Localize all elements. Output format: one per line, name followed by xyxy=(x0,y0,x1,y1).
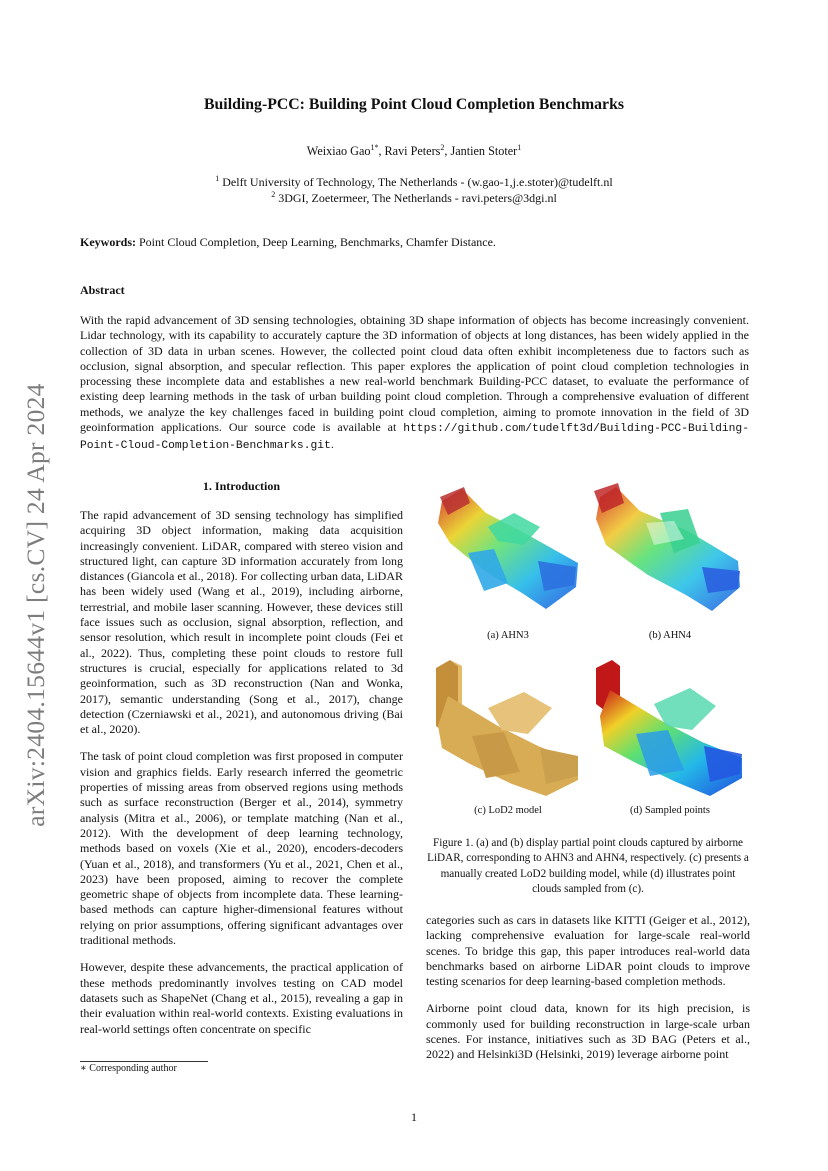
author-mark: * xyxy=(374,143,379,152)
keywords-label: Keywords: xyxy=(80,235,136,249)
right-column xyxy=(426,913,750,1075)
subcaption-b: (b) AHN4 xyxy=(648,630,692,641)
author-name: Jantien Stoter xyxy=(450,144,518,158)
author-name: Weixiao Gao xyxy=(306,144,371,158)
abstract-end: . xyxy=(330,437,334,452)
footnote: ∗ Corresponding author xyxy=(80,1063,177,1074)
figure-ahn3-point-cloud xyxy=(428,483,588,623)
left-column xyxy=(80,508,403,1049)
keywords-text: Point Cloud Completion, Deep Learning, Benchmarks, Chamfer Distance. xyxy=(139,235,496,249)
page-number: 1 xyxy=(411,1110,417,1124)
arxiv-id: arXiv:2404.15644v1 [cs.CV] 24 Apr 2024 xyxy=(21,383,50,827)
paragraph: categories such as cars in datasets like KITTI (Geiger et al., 2012), lacking comprehensive evaluation for large-scale real-world scenes. To bridge this gap, this paper introduces real-world data benchmarks based on airborne LiDAR point clouds to improve testing scenarios for deep learning-based completion methods. xyxy=(426,913,750,989)
affiliation-text: Delft University of Technology, The Netherlands - (w.gao-1,j.e.stoter)@tudelft.nl xyxy=(222,175,613,189)
affiliation xyxy=(0,175,828,190)
author-affil-sup: 1 xyxy=(370,143,375,152)
author-list: Weixiao Gao$^{1*}$, Ravi Peters$^2$, Jantien Stoter$^1$ xyxy=(306,143,522,158)
paragraph: However, despite these advancements, the practical application of these methods predominantly involves testing on CAD model datasets such as ShapeNet (Chang et al., 2015), revealing a gap in their evaluation within real-world contexts. Existing evaluations in real-world settings often concentrate on specific xyxy=(80,960,403,1036)
figure-ahn4-point-cloud xyxy=(590,483,750,623)
subcaption-c: (c) LoD2 model xyxy=(474,805,542,816)
figure-sampled-points xyxy=(590,656,750,798)
figure-caption: Figure 1. (a) and (b) display partial point clouds captured by airborne LiDAR, corresponding to AHN3 and AHN4, respectively. (c) presents a manually created LoD2 building model, while (d) illustrates point clouds sampled from (c). xyxy=(427,837,749,895)
subcaption-d: (d) Sampled points xyxy=(630,805,710,816)
author-name: Ravi Peters xyxy=(384,144,441,158)
affiliation-sup: 2 xyxy=(271,190,276,199)
paragraph: The task of point cloud completion was first proposed in computer vision and graphics fields. Early research inferred the geometric properties of missing areas from observed regions using methods such as surface reconstruction (Berger et al., 2014), symmetry analysis (Mitra et al., 2006), or template matching (Nan et al., 2012). With the development of deep learning technology, methods based on voxels (Xie et al., 2020), encoders-decoders (Yuan et al., 2018), and transformers (Yu et al., 2021, Chen et al., 2023) have been proposed, aiming to recover the complete geometric shape of objects from incomplete data. These learning-based methods can capture higher-dimensional features without relying on prior assumptions, offering significant advantages over traditional methods. xyxy=(80,749,403,948)
abstract-heading: Abstract xyxy=(80,283,125,297)
abstract-text: With the rapid advancement of 3D sensing technologies, obtaining 3D shape information of objects has become increasingly convenient. Lidar technology, with its capability to accurately capture the 3D information of objects at long distances, has been widely applied in the collection of 3D data in urban scenes. However, the collected point cloud data often exhibit incompleteness due to factors such as occlusion, signal absorption, and specular reflection. This paper explores the application of point cloud completion technologies in processing these incomplete data and establishes a new real-world benchmark Building-PCC dataset, to evaluate the performance of existing deep learning methods in the task of urban building point cloud completion. Through a comprehensive evaluation of different methods, we analyze the key challenges faced in building point cloud completion, aiming to promote innovation in the field of 3D geoinformation applications. Our source code is available at xyxy=(80,313,749,435)
affiliation-text: 3DGI, Zoetermeer, The Netherlands - ravi.peters@3dgi.nl xyxy=(278,191,557,205)
abstract xyxy=(80,313,749,455)
paper-title: Building-PCC: Building Point Cloud Completion Benchmarks xyxy=(203,96,624,113)
subcaption-a: (a) AHN3 xyxy=(487,630,529,641)
source-code-link[interactable]: https://github.com/tudelft3d/Building-PCC-Building-Point-Cloud-Completion-Benchmarks.git xyxy=(80,423,749,453)
author-affil-sup: 1 xyxy=(517,143,522,152)
figure-lod2-model xyxy=(428,656,588,798)
arxiv-stamp xyxy=(14,360,58,850)
paragraph: Airborne point cloud data, known for its high precision, is commonly used for building reconstruction in large-scale urban scenes. For instance, initiatives such as 3D BAG (Peters et al., 2022) and Helsinki3D (Helsinki, 2019) leverage airborne point xyxy=(426,1001,750,1062)
keywords xyxy=(80,235,750,250)
author-affil-sup: 2 xyxy=(440,143,445,152)
paragraph: The rapid advancement of 3D sensing technology has simplified acquiring 3D object information, making data acquisition increasingly convenient. LiDAR, compared with stereo vision and structured light, can capture 3D information accurately from long distances (Giancola et al., 2018). For collecting urban data, LiDAR has been widely used (Wang et al., 2019), including airborne, terrestrial, and mobile laser scanning. However, these devices still face issues such as occlusion, signal absorption, reflection, and sensor resolution, which result in incomplete point clouds (Fei et al., 2022). Thus, completing these point clouds to restore full structures is crucial, especially for applications related to 3d geoinformation, such as 3D reconstruction (Nan and Wonka, 2017), semantic understanding (Song et al., 2017), change detection (Czerniawski et al., 2021), and autonomous driving (Bai et al., 2020). xyxy=(80,508,403,737)
affiliation xyxy=(0,191,828,206)
footnote-rule xyxy=(80,1061,208,1062)
section-heading: 1. Introduction xyxy=(202,479,281,493)
affiliation-sup: 1 xyxy=(215,174,220,183)
